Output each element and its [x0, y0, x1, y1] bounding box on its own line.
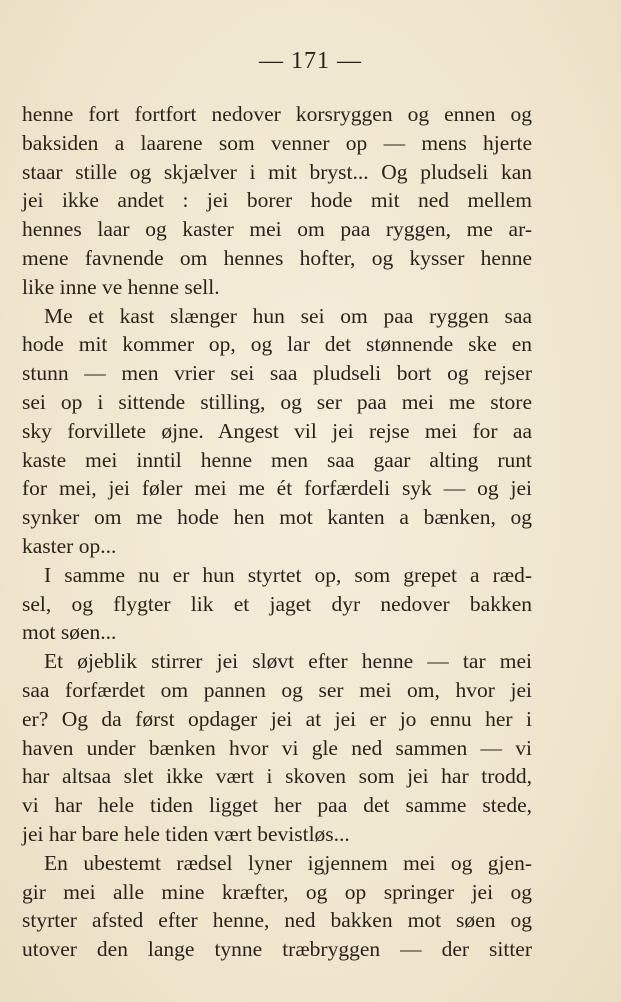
- text-line: stunn — men vrier sei saa pludseli bort og rejser: [22, 361, 532, 386]
- text-line: staar stille og skjælver i mit bryst... Og pludseli kan: [22, 159, 532, 184]
- text-line: henne fort fortfort nedover korsryggen og ennen og: [22, 102, 532, 126]
- text-line: sei op i sittende stilling, og ser paa mei me store: [22, 389, 532, 414]
- text-line: I samme nu er hun styrtet op, som grepet a ræd-: [44, 562, 532, 587]
- text-line: baksiden a laarene som venner op — mens hjerte: [22, 130, 532, 155]
- text-line: styrter afsted efter henne, ned bakken mot søen og: [22, 908, 532, 933]
- text-line: En ubestemt rædsel lyner igjennem mei og gjen-: [44, 850, 532, 875]
- text-line: saa forfærdet om pannen og ser mei om, hvor jei: [22, 677, 532, 702]
- text-line: er? Og da først opdager jei at jei er jo ennu her i: [22, 706, 532, 731]
- text-line: mot søen...: [22, 620, 117, 645]
- text-line: for mei, jei føler mei me ét forfærdeli syk — og jei: [22, 476, 532, 501]
- page-body-text: [22, 100, 532, 964]
- text-line: kaster op...: [22, 533, 117, 558]
- text-line: hennes laar og kaster mei om paa ryggen, me ar-: [22, 217, 532, 242]
- text-line: mene favnende om hennes hofter, og kysser henne: [22, 245, 532, 270]
- text-line: haven under bænken hvor vi gle ned sammen — vi: [22, 735, 532, 760]
- text-line: kaste mei inntil henne men saa gaar alting runt: [22, 447, 532, 472]
- text-line: synker om me hode hen mot kanten a bænken, og: [22, 505, 532, 530]
- text-line: hode mit kommer op, og lar det stønnende ske en: [22, 332, 532, 357]
- text-line: utover den lange tynne træbryggen — der sitter: [22, 937, 532, 962]
- text-line: gir mei alle mine kræfter, og op springer jei og: [22, 879, 532, 904]
- text-line: sel, og flygter lik et jaget dyr nedover bakken: [22, 591, 532, 616]
- text-line: jei ikke andet : jei borer hode mit ned mellem: [22, 188, 532, 213]
- text-line: Et øjeblik stirrer jei sløvt efter henne — tar mei: [44, 649, 532, 674]
- text-line: sky forvillete øjne. Angest vil jei rejse mei for aa: [22, 418, 532, 443]
- text-line: vi har hele tiden ligget her paa det samme stede,: [22, 793, 532, 818]
- page-number: — 171 —: [259, 48, 362, 74]
- text-line: Me et kast slænger hun sei om paa ryggen saa: [44, 303, 532, 328]
- text-line: har altsaa slet ikke vært i skoven som jei har trodd,: [22, 764, 532, 789]
- text-line: like inne ve henne sell.: [22, 274, 220, 299]
- text-line: jei har bare hele tiden vært bevistløs...: [22, 821, 350, 846]
